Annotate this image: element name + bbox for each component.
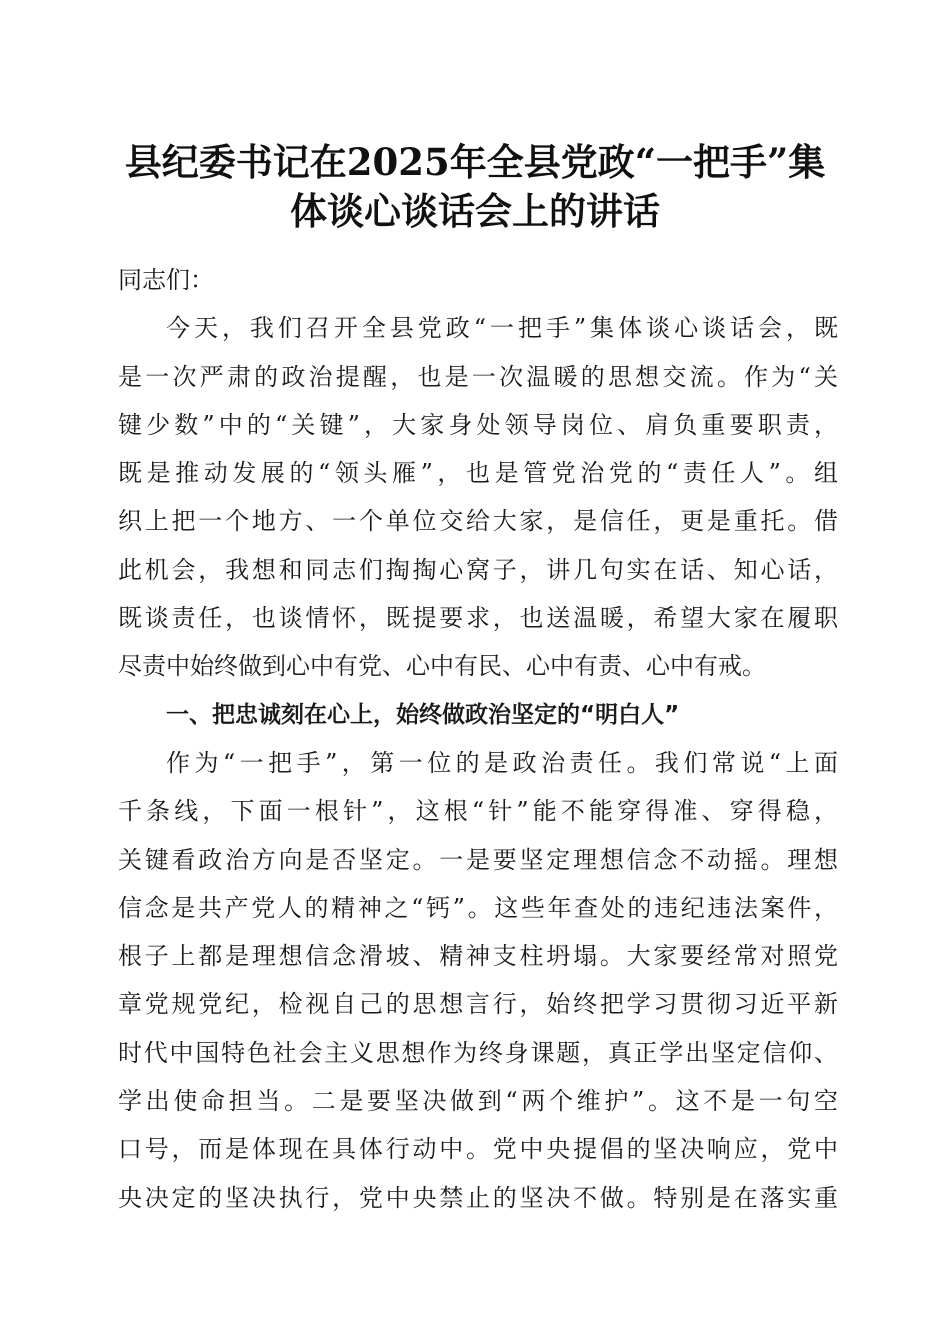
paragraph-2-line: 信念是共产党人的精神之“钙”。这些年查处的违纪违法案件，: [118, 893, 838, 922]
section-1-heading: 一、把忠诚刻在心上，始终做政治坚定的“明白人”: [166, 701, 680, 728]
greeting: 同志们：: [118, 266, 214, 294]
paragraph-2-line: 关键看政治方向是否坚定。一是要坚定理想信念不动摇。理想: [118, 845, 838, 874]
paragraph-1-line: 键少数”中的“关键”，大家身处领导岗位、肩负重要职责，: [118, 410, 838, 439]
paragraph-2-line: 学出使命担当。二是要坚决做到“两个维护”。这不是一句空: [118, 1087, 838, 1116]
paragraph-2-line: 千条线，下面一根针”，这根“针”能不能穿得准、穿得稳，: [118, 797, 838, 826]
paragraph-2-line: 口号，而是体现在具体行动中。党中央提倡的坚决响应，党中: [118, 1135, 838, 1164]
paragraph-1-line: 今天，我们召开全县党政“一把手”集体谈心谈话会，既: [166, 314, 838, 343]
document-body: [118, 256, 838, 1222]
paragraph-2-line: 根子上都是理想信念滑坡、精神支柱坍塌。大家要经常对照党: [118, 942, 838, 971]
paragraph-1-line: 织上把一个地方、一个单位交给大家，是信任，更是重托。借: [118, 507, 838, 536]
document-title: [100, 138, 850, 236]
title-line-2: 体谈心谈话会上的讲话: [290, 189, 660, 233]
paragraph-1-line: 是一次严肃的政治提醒，也是一次温暖的思想交流。作为“关: [118, 362, 838, 391]
paragraph-1-line: 既谈责任，也谈情怀，既提要求，也送温暖，希望大家在履职: [118, 604, 838, 633]
title-line-1: 县纪委书记在2025年全县党政“一把手”集: [124, 140, 826, 184]
paragraph-2-line: 章党规党纪，检视自己的思想言行，始终把学习贯彻习近平新: [118, 990, 838, 1019]
paragraph-2-line: 央决定的坚决执行，党中央禁止的坚决不做。特别是在落实重: [118, 1183, 838, 1212]
paragraph-1-line: 既是推动发展的“领头雁”，也是管党治党的“责任人”。组: [118, 459, 838, 488]
paragraph-1-line: 尽责中始终做到心中有党、心中有民、心中有责、心中有戒。: [118, 652, 766, 681]
paragraph-1-line: 此机会，我想和同志们掏掏心窝子，讲几句实在话、知心话，: [118, 555, 838, 584]
paragraph-2-line: 作为“一把手”，第一位的是政治责任。我们常说“上面: [166, 748, 838, 777]
paragraph-2-line: 时代中国特色社会主义思想作为终身课题，真正学出坚定信仰、: [118, 1038, 838, 1067]
